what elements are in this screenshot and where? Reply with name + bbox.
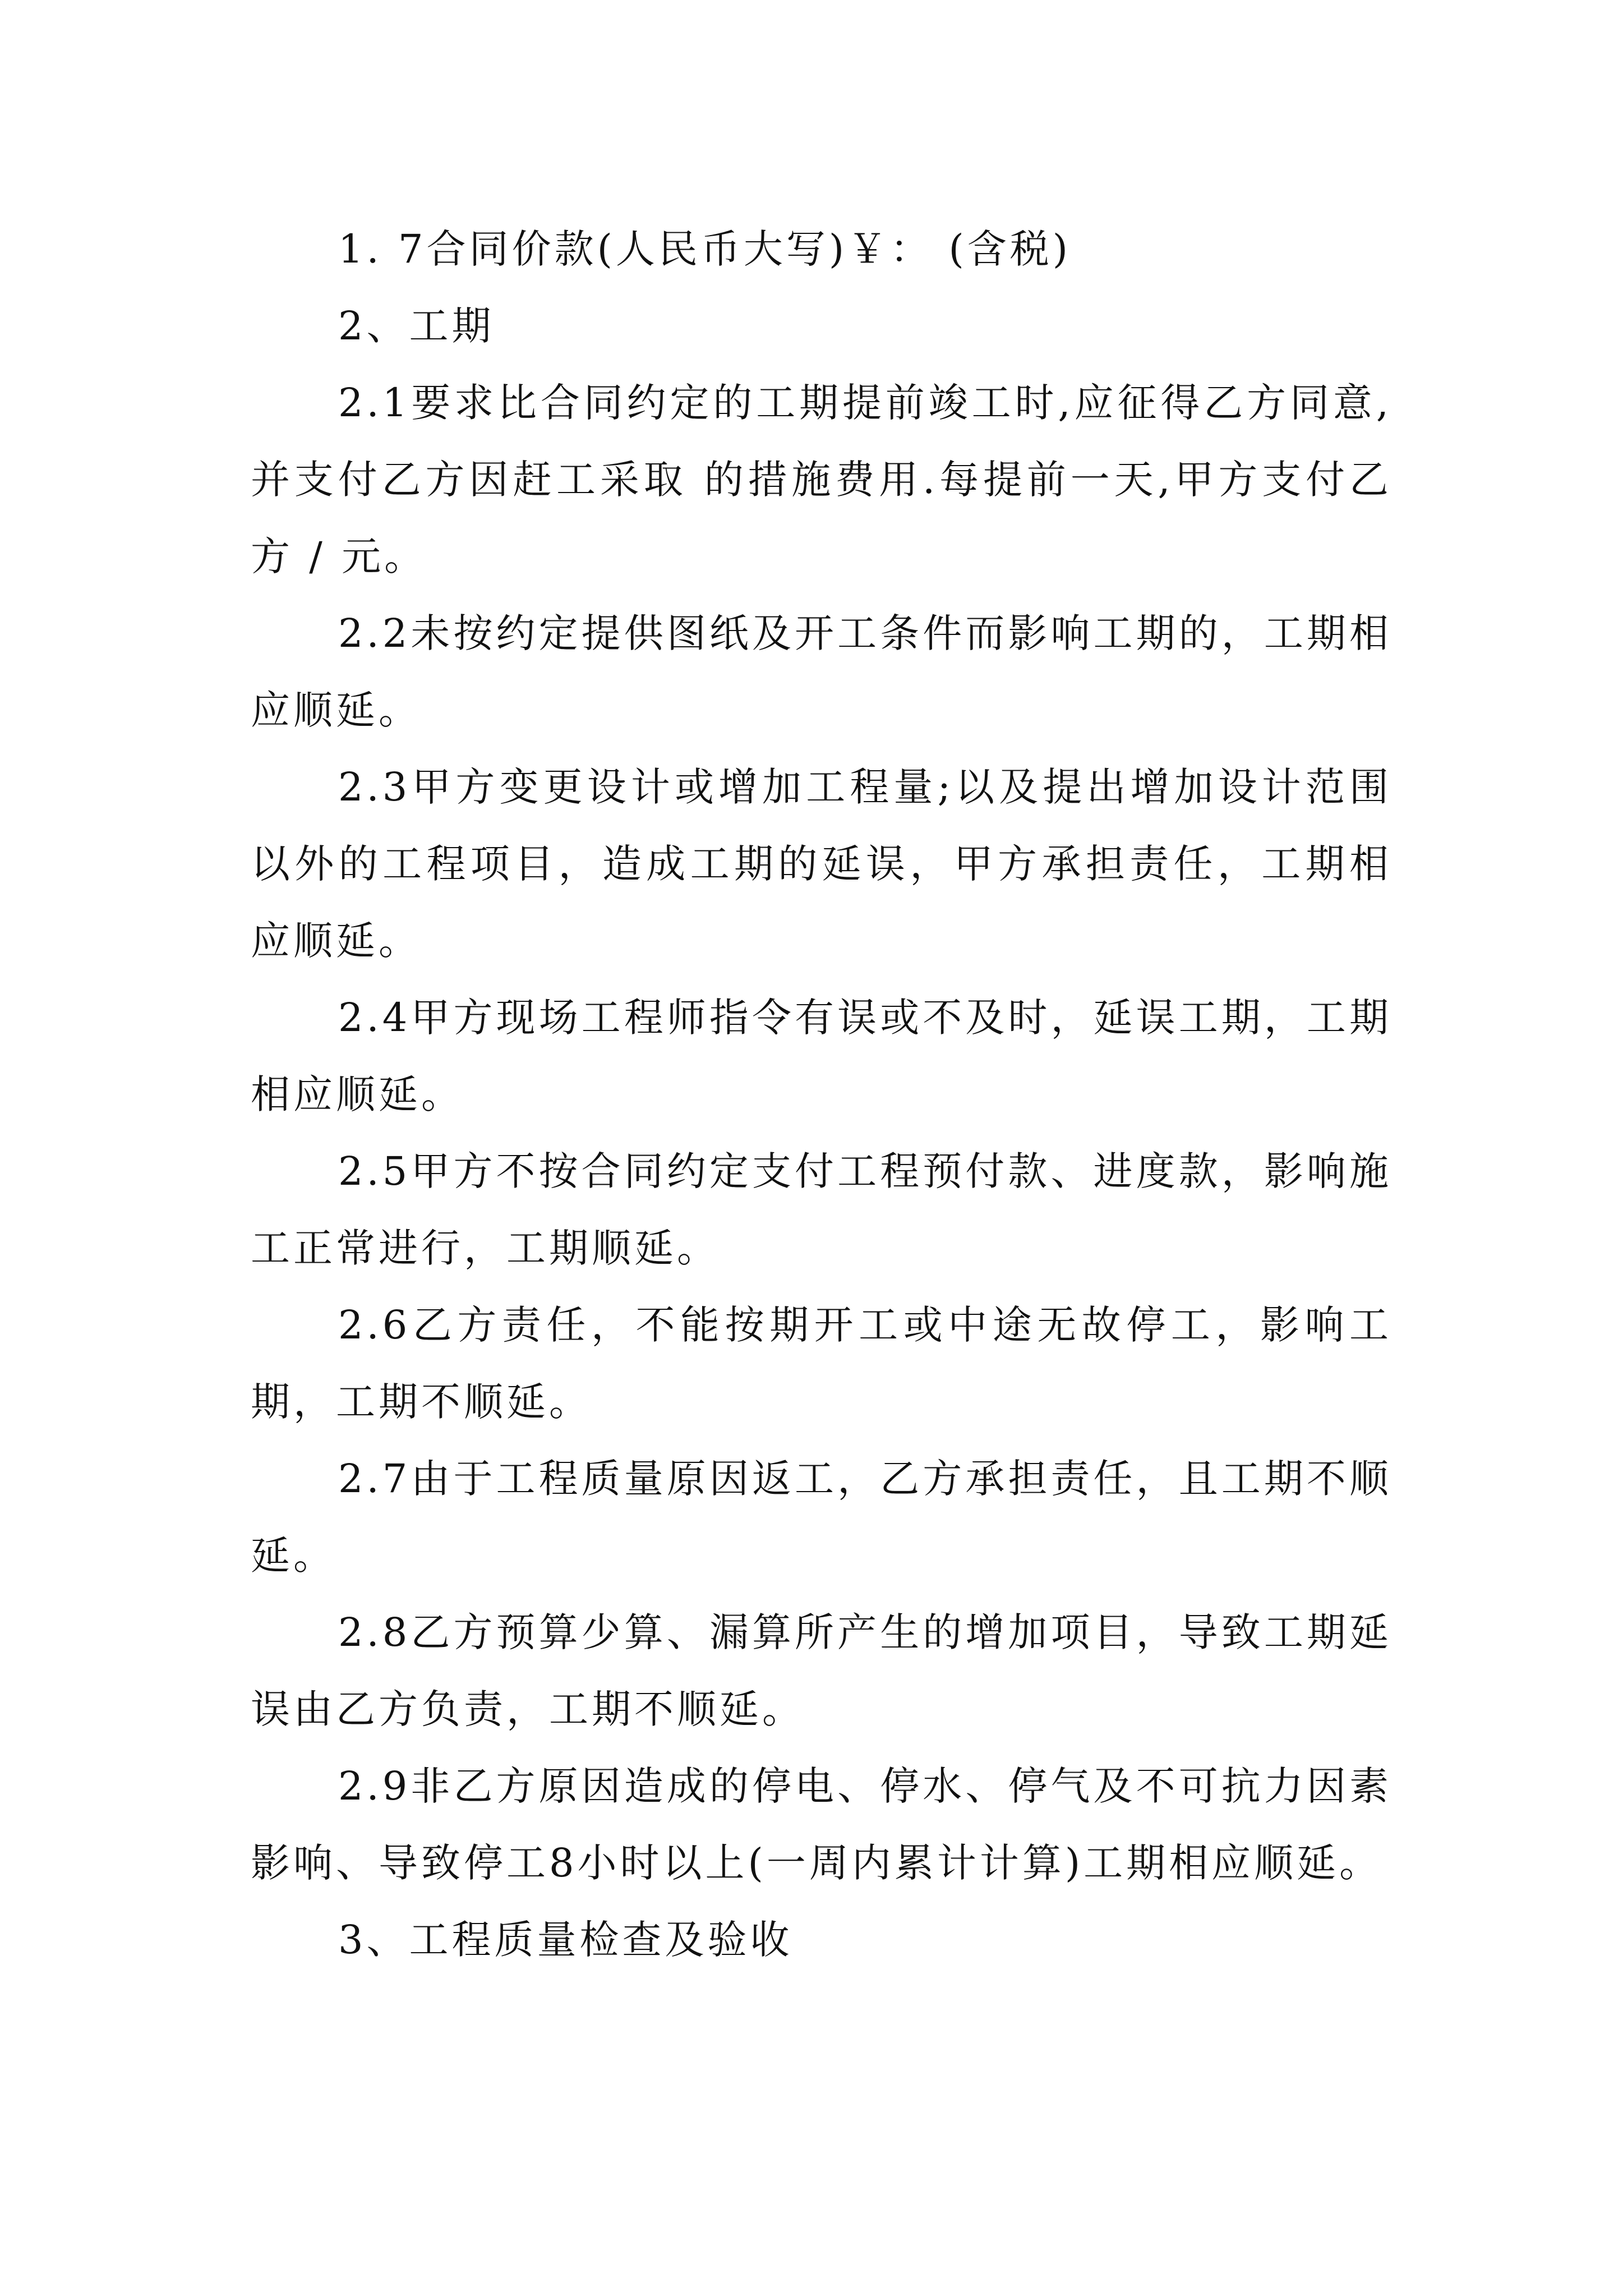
paragraph-contract-price: 1. 7合同价款(人民币大写)￥： (含税): [338, 226, 1072, 272]
paragraph-2-4: 2.4甲方现场工程师指令有误或不及时，延误工期，工期相应顺延。: [251, 995, 1392, 1117]
heading-quality-inspection: 3、工程质量检查及验收: [338, 1917, 793, 1963]
paragraph-2-5: 2.5甲方不按合同约定支付工程预付款、进度款，影响施工正常进行，工期顺延。: [251, 1148, 1392, 1271]
paragraph-2-1: 2.1要求比合同约定的工期提前竣工时,应征得乙方同意,并支付乙方因赶工采取 的措施费用.每提前一天,甲方支付乙方 / 元。: [251, 380, 1392, 579]
document-body: [251, 211, 1392, 1978]
paragraph-2-8: 2.8乙方预算少算、漏算所产生的增加项目，导致工期延误由乙方负责，工期不顺延。: [251, 1609, 1392, 1732]
paragraph-2-9: 2.9非乙方原因造成的停电、停水、停气及不可抗力因素影响、导致停工8小时以上(一周内累计计算)工期相应顺延。: [251, 1763, 1392, 1886]
paragraph-2-3: 2.3甲方变更设计或增加工程量;以及提出增加设计范围以外的工程项目，造成工期的延误，甲方承担责任，工期相应顺延。: [251, 764, 1392, 964]
paragraph-2-7: 2.7由于工程质量原因返工，乙方承担责任，且工期不顺延。: [251, 1456, 1392, 1579]
heading-schedule: 2、工期: [338, 303, 495, 349]
paragraph-2-2: 2.2未按约定提供图纸及开工条件而影响工期的，工期相应顺延。: [251, 610, 1392, 733]
paragraph-2-6: 2.6乙方责任，不能按期开工或中途无故停工，影响工期，工期不顺延。: [251, 1302, 1392, 1425]
